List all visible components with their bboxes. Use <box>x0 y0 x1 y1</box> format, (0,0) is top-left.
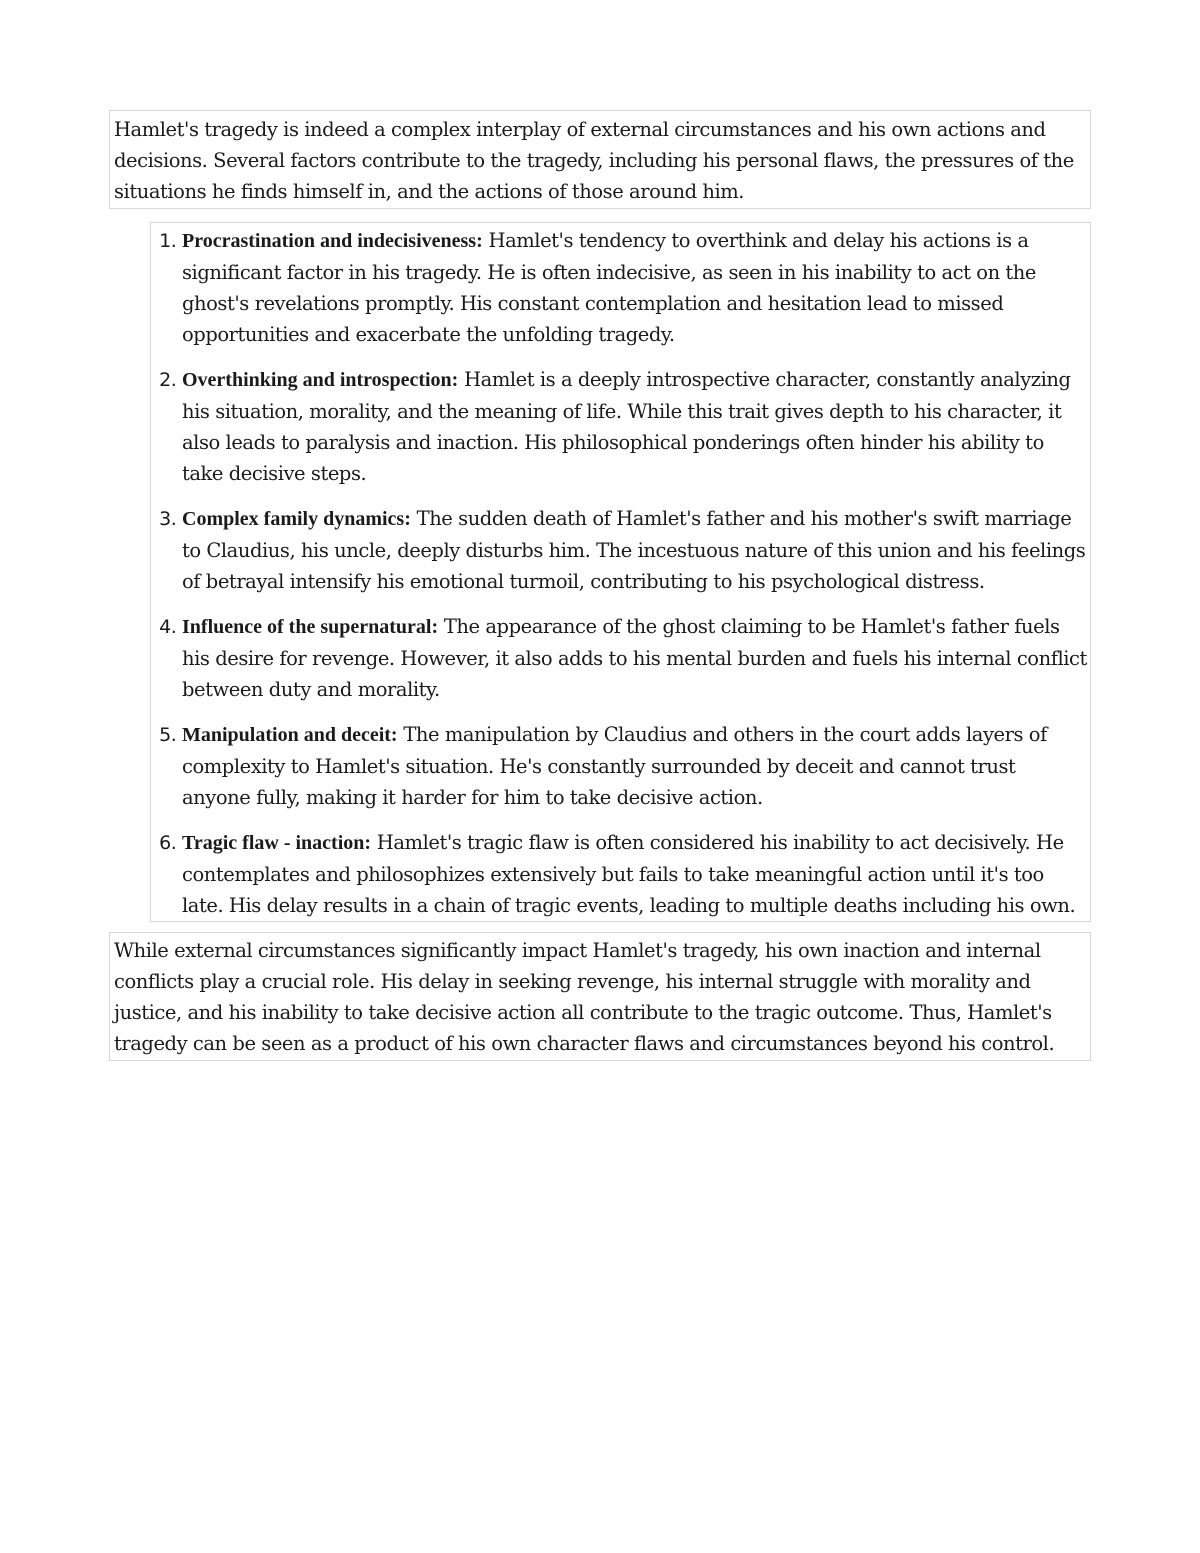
intro-paragraph: Hamlet's tragedy is indeed a complex interplay of external circumstances and his own actions and decisions. Several factors contribute to the tragedy, including his personal flaws, the pressures of the situations he finds himself in, and the actions of those around him. <box>109 110 1091 209</box>
factors-list-box <box>150 222 1091 922</box>
list-item <box>182 611 1088 705</box>
list-item <box>182 719 1088 813</box>
list-item <box>182 503 1088 597</box>
factor-text: Hamlet is a deeply introspective character, constantly analyzing his situation, morality, and the meaning of life. While this trait gives depth to his character, it also leads to paralysis and inaction. His philosophical ponderings often hinder his ability to take decisive steps. <box>182 368 1071 485</box>
list-item <box>182 827 1088 921</box>
factor-text: The appearance of the ghost claiming to be Hamlet's father fuels his desire for revenge. However, it also adds to his mental burden and fuels his internal conflict between duty and morality. <box>182 615 1087 701</box>
factor-title: Complex family dynamics: <box>182 508 411 530</box>
factor-title: Manipulation and deceit: <box>182 724 398 746</box>
factor-text: The sudden death of Hamlet's father and his mother's swift marriage to Claudius, his uncle, deeply disturbs him. The incestuous nature of this union and his feelings of betrayal intensify his emotional turmoil, contributing to his psychological distress. <box>182 507 1086 593</box>
factor-title: Tragic flaw - inaction: <box>182 832 372 854</box>
list-item <box>182 364 1088 489</box>
list-item <box>182 225 1088 350</box>
factor-title: Influence of the supernatural: <box>182 616 439 638</box>
factor-title: Procrastination and indecisiveness: <box>182 230 483 252</box>
conclusion-paragraph: While external circumstances significantly impact Hamlet's tragedy, his own inaction and internal conflicts play a crucial role. His delay in seeking revenge, his internal struggle with morality and justice, and his inability to take decisive action all contribute to the tragic outcome. Thus, Hamlet's tragedy can be seen as a product of his own character flaws and circumstances beyond his control. <box>109 932 1091 1061</box>
factor-text: Hamlet's tendency to overthink and delay his actions is a significant factor in his tragedy. He is often indecisive, as seen in his inability to act on the ghost's revelations promptly. His constant contemplation and hesitation lead to missed opportunities and exacerbate the unfolding tragedy. <box>182 229 1037 346</box>
factors-list <box>151 225 1088 921</box>
factor-text: The manipulation by Claudius and others in the court adds layers of complexity to Hamlet's situation. He's constantly surrounded by deceit and cannot trust anyone fully, making it harder for him to take decisive action. <box>182 723 1047 809</box>
factor-title: Overthinking and introspection: <box>182 369 459 391</box>
factor-text: Hamlet's tragic flaw is often considered his inability to act decisively. He contemplates and philosophizes extensively but fails to take meaningful action until it's too late. His delay results in a chain of tragic events, leading to multiple deaths including his own. <box>182 831 1076 917</box>
